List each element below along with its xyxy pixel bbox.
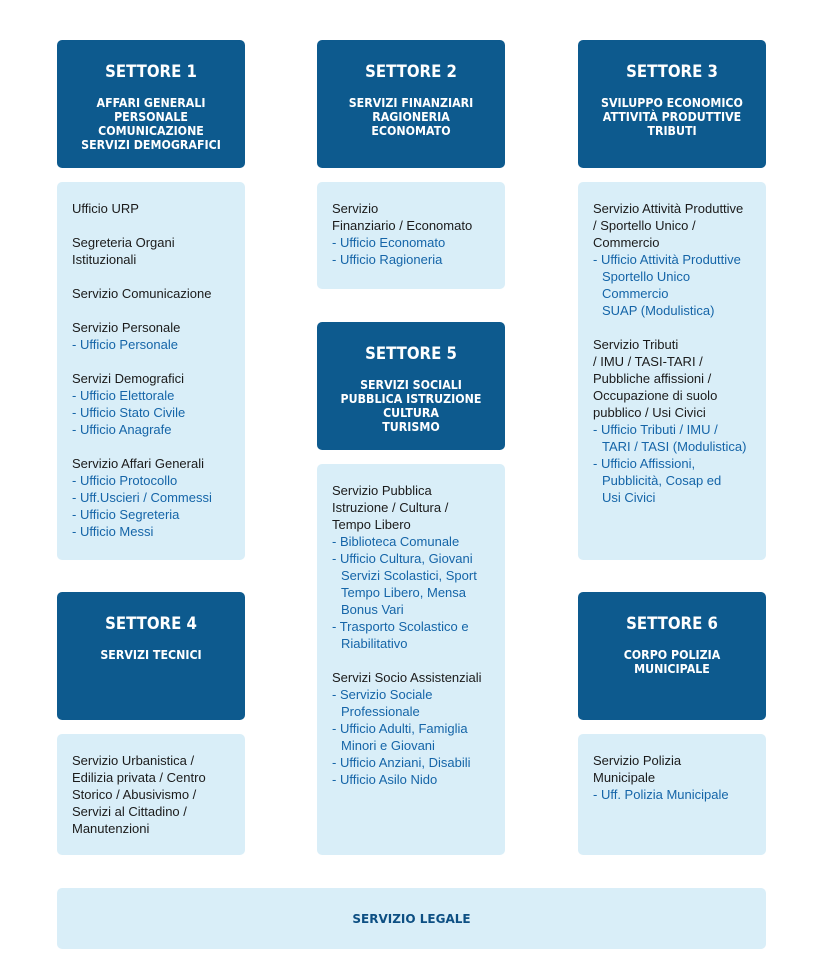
service-title: Servizio Personale — [72, 320, 181, 335]
service-group — [332, 200, 493, 268]
office-link[interactable]: - Ufficio Ragioneria — [332, 252, 443, 267]
office-link[interactable]: - Ufficio Personale — [72, 337, 178, 352]
office-link[interactable]: - Ufficio Tributi / IMU / TARI / TASI (Modulistica) — [593, 422, 747, 454]
settore-desc-line: ATTIVITÀ PRODUTTIVE — [602, 110, 742, 124]
office-link[interactable]: - Ufficio Adulti, Famiglia Minori e Giovani — [332, 721, 468, 753]
service-group — [593, 200, 754, 319]
service-title: Servizi Demografici — [72, 371, 184, 386]
service-title: Ufficio URP — [72, 201, 139, 216]
settore-title: SETTORE 2 — [365, 62, 457, 82]
settore-desc-line: PERSONALE — [114, 110, 188, 124]
settore-1-panel — [57, 182, 245, 560]
service-title: Servizio Affari Generali — [72, 456, 204, 471]
service-title: Servizio Pubblica Istruzione / Cultura / Tempo Libero — [332, 483, 449, 532]
settore-desc-line: TRIBUTI — [647, 124, 697, 138]
office-link[interactable]: - Ufficio Segreteria — [72, 507, 180, 522]
settore-6-panel — [578, 734, 766, 855]
office-link[interactable]: - Ufficio Stato Civile — [72, 405, 186, 420]
service-group — [72, 285, 233, 302]
settore-title: SETTORE 4 — [105, 614, 197, 634]
service-group — [72, 370, 233, 438]
settore-desc-line: COMUNICAZIONE — [98, 124, 204, 138]
service-group — [72, 319, 233, 353]
settore-title: SETTORE 3 — [626, 62, 718, 82]
office-link[interactable]: - Uff. Polizia Municipale — [593, 787, 729, 802]
settore-4-panel — [57, 734, 245, 855]
service-title: Servizio Polizia Municipale — [593, 753, 682, 785]
office-link[interactable]: - Uff.Uscieri / Commessi — [72, 490, 212, 505]
service-group — [72, 234, 233, 268]
office-link[interactable]: - Ufficio Asilo Nido — [332, 772, 438, 787]
settore-5-header — [317, 322, 505, 450]
settore-title: SETTORE 1 — [105, 62, 197, 82]
office-link[interactable]: - Ufficio Messi — [72, 524, 154, 539]
settore-3-header — [578, 40, 766, 168]
settore-2-panel — [317, 182, 505, 289]
settore-1-header — [57, 40, 245, 168]
settore-desc-line: PUBBLICA ISTRUZIONE — [340, 392, 482, 406]
service-title: Servizi Socio Assistenziali — [332, 670, 482, 685]
service-group — [593, 336, 754, 506]
service-group — [332, 482, 493, 652]
settore-desc-line: ECONOMATO — [371, 124, 451, 138]
service-title: Servizio Tributi / IMU / TASI-TARI / Pubbliche affissioni / Occupazione di suolo pubblico / Usi Civici — [593, 337, 718, 420]
service-title: Servizio Comunicazione — [72, 286, 212, 301]
settore-6-header — [578, 592, 766, 720]
settore-desc-line: SERVIZI SOCIALI — [360, 378, 462, 392]
service-group — [72, 752, 233, 837]
settore-desc-line: SVILUPPO ECONOMICO — [601, 96, 743, 110]
office-link[interactable]: - Ufficio Protocollo — [72, 473, 178, 488]
settore-desc-line: CORPO POLIZIA — [623, 648, 721, 662]
servizio-legale: SERVIZIO LEGALE — [57, 888, 766, 949]
service-title: Segreteria Organi Istituzionali — [72, 235, 175, 267]
settore-4-header — [57, 592, 245, 720]
service-group — [72, 200, 233, 217]
settore-desc-line: MUNICIPALE — [634, 662, 710, 676]
settore-desc-line: CULTURA — [383, 406, 439, 420]
service-title: Servizio Attività Produttive / Sportello Unico / Commercio — [593, 201, 744, 250]
settore-desc-line: RAGIONERIA — [372, 110, 450, 124]
settore-desc-line: SERVIZI DEMOGRAFICI — [81, 138, 221, 152]
service-group — [72, 455, 233, 540]
service-title: Servizio Finanziario / Economato — [332, 201, 473, 233]
office-link[interactable]: - Ufficio Economato — [332, 235, 446, 250]
settore-title: SETTORE 5 — [365, 344, 457, 364]
service-title: Servizio Urbanistica / Edilizia privata / Centro Storico / Abusivismo / Servizi al Cittadino / Manutenzioni — [72, 753, 206, 836]
office-link[interactable]: - Servizio Sociale Professionale — [332, 687, 433, 719]
office-link[interactable]: - Ufficio Affissioni, Pubblicità, Cosap ed Usi Civici — [593, 456, 722, 505]
office-link[interactable]: - Ufficio Attività Produttive Sportello Unico Commercio SUAP (Modulistica) — [593, 252, 741, 318]
settore-desc-line: SERVIZI FINANZIARI — [348, 96, 474, 110]
settore-desc-line: AFFARI GENERALI — [96, 96, 206, 110]
settore-title: SETTORE 6 — [626, 614, 718, 634]
settore-desc-line: TURISMO — [382, 420, 440, 434]
settore-2-header — [317, 40, 505, 168]
settore-desc-line: SERVIZI TECNICI — [100, 648, 202, 662]
settore-5-panel — [317, 464, 505, 855]
office-link[interactable]: - Ufficio Anagrafe — [72, 422, 172, 437]
office-link[interactable]: - Ufficio Cultura, Giovani Servizi Scolastici, Sport Tempo Libero, Mensa Bonus Vari — [332, 551, 477, 617]
service-group — [593, 752, 754, 803]
office-link[interactable]: - Trasporto Scolastico e Riabilitativo — [332, 619, 469, 651]
office-link[interactable]: - Ufficio Anziani, Disabili — [332, 755, 471, 770]
settore-3-panel — [578, 182, 766, 560]
office-link[interactable]: - Ufficio Elettorale — [72, 388, 175, 403]
service-group — [332, 669, 493, 788]
office-link[interactable]: - Biblioteca Comunale — [332, 534, 460, 549]
